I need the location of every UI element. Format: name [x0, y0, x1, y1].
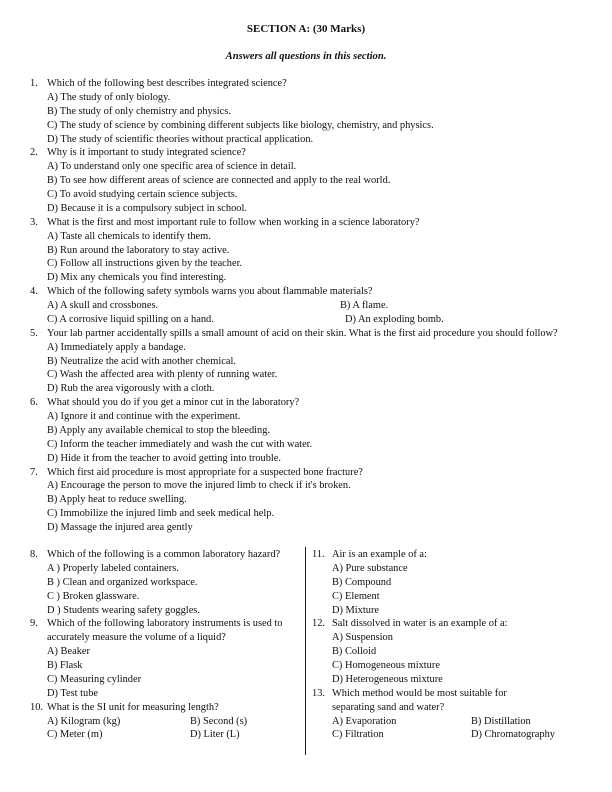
answer-option: C) The study of science by combining different subjects like biology, chemistry, and physics.: [47, 119, 434, 131]
questions-right-column: [312, 548, 555, 742]
answer-option: A) Immediately apply a bandage.: [47, 341, 186, 353]
answer-options: [47, 715, 298, 743]
question-number: 2.: [30, 147, 38, 159]
answer-option: C) Inform the teacher immediately and wash the cut with water.: [47, 438, 313, 450]
column-divider: [305, 547, 306, 755]
answer-options: [47, 645, 298, 701]
answer-option: B) A flame.: [340, 300, 389, 311]
question-text: What is the SI unit for measuring length?: [47, 701, 219, 713]
answer-option: B) Run around the laboratory to stay active.: [47, 244, 230, 256]
question-text: Which method would be most suitable for separating sand and water?: [332, 687, 507, 713]
answer-options: [47, 341, 590, 397]
answer-option: B) Distillation: [471, 715, 531, 727]
answer-option: A) Pure substance: [332, 562, 408, 574]
answer-option: A) Taste all chemicals to identify them.: [47, 230, 211, 242]
question-number: 12.: [312, 618, 325, 630]
answer-option: C) Immobilize the injured limb and seek medical help.: [47, 508, 275, 520]
answer-option: A ) Properly labeled containers.: [47, 562, 179, 574]
answer-option: B ) Clean and organized workspace.: [47, 576, 198, 588]
question-7: [30, 466, 590, 535]
question-8: [30, 548, 298, 617]
question-text: Air is an example of a:: [332, 549, 427, 560]
answer-option: B) The study of only chemistry and physics.: [47, 105, 231, 117]
questions-left-column: [30, 548, 298, 742]
question-number: 3.: [30, 216, 38, 228]
question-number: 6.: [30, 397, 38, 409]
answer-option: B) To see how different areas of science are connected and apply to the real world.: [47, 175, 391, 187]
section-title: SECTION A: (30 Marks): [246, 23, 366, 35]
answer-options: [332, 562, 537, 618]
answer-option: C) A corrosive liquid spilling on a hand.: [47, 313, 214, 325]
section-instruction: Answers all questions in this section.: [225, 51, 387, 62]
answer-option: D) Massage the injured area gently: [47, 522, 193, 533]
answer-option: D) Test tube: [47, 687, 99, 699]
answer-option: C) Filtration: [332, 729, 384, 741]
question-2: [30, 146, 590, 215]
question-number: 8.: [30, 549, 38, 560]
question-number: 5.: [30, 327, 38, 339]
question-text: Which of the following safety symbols warns you about flammable materials?: [47, 286, 373, 298]
question-9: [30, 617, 298, 700]
answer-option: B) Compound: [332, 576, 392, 588]
question-text: What is the first and most important rule to follow when working in a science laboratory?: [47, 216, 420, 228]
answer-options: [47, 410, 590, 466]
answer-option: C) Wash the affected area with plenty of running water.: [47, 369, 278, 381]
answer-option: C) To avoid studying certain science subjects.: [47, 189, 238, 200]
answer-options: [47, 91, 590, 147]
question-text: Which of the following laboratory instruments is used to accurately measure the volume of a liquid?: [47, 618, 283, 644]
answer-option: D) An exploding bomb.: [345, 313, 444, 325]
answer-option: D) Chromatography: [471, 729, 555, 741]
answer-options: [47, 479, 590, 535]
answer-option: C) Homogeneous mixture: [332, 660, 440, 671]
answer-options: [47, 230, 590, 286]
answer-option: C) Measuring cylinder: [47, 673, 142, 685]
question-number: 9.: [30, 618, 38, 630]
question-text: What should you do if you get a minor cut in the laboratory?: [47, 397, 300, 409]
answer-options: [47, 160, 590, 216]
answer-options: [47, 299, 590, 327]
question-number: 7.: [30, 466, 38, 478]
answer-option: D) Because it is a compulsory subject in school.: [47, 202, 247, 214]
question-5: [30, 327, 590, 396]
answer-option: A) Suspension: [332, 632, 393, 644]
answer-option: B) Colloid: [332, 646, 377, 658]
question-text: Why is it important to study integrated science?: [47, 147, 246, 159]
answer-option: D) Mixture: [332, 604, 380, 616]
answer-option: A) Kilogram (kg): [47, 715, 121, 727]
answer-options: [47, 562, 298, 618]
answer-option: A) A skull and crossbones.: [47, 300, 159, 311]
answer-option: C) Meter (m): [47, 729, 103, 741]
question-number: 1.: [30, 78, 38, 89]
question-number: 4.: [30, 286, 38, 298]
answer-option: B) Second (s): [190, 715, 248, 727]
answer-option: A) Encourage the person to move the injured limb to check if it's broken.: [47, 480, 351, 492]
question-number: 13.: [312, 687, 325, 699]
answer-option: B) Apply any available chemical to stop the bleeding.: [47, 424, 271, 436]
answer-option: D) Hide it from the teacher to avoid getting into trouble.: [47, 452, 282, 464]
answer-option: D) Rub the area vigorously with a cloth.: [47, 383, 215, 395]
answer-options: [332, 631, 537, 687]
question-text: Which of the following is a common laboratory hazard?: [47, 549, 281, 560]
question-4: [30, 285, 590, 327]
question-number: 10.: [30, 701, 43, 713]
question-text: Salt dissolved in water is an example of a:: [332, 618, 508, 630]
question-12: [312, 617, 537, 686]
answer-option: D) Liter (L): [190, 729, 240, 741]
question-11: [312, 548, 537, 617]
answer-option: B) Neutralize the acid with another chemical.: [47, 355, 236, 367]
question-10: [30, 701, 298, 743]
answer-option: D) Heterogeneous mixture: [332, 673, 443, 685]
question-1: [30, 77, 590, 146]
question-6: [30, 396, 590, 465]
answer-option: A) The study of only biology.: [47, 91, 171, 103]
answer-option: C) Follow all instructions given by the teacher.: [47, 258, 243, 270]
answer-option: C) Element: [332, 590, 380, 602]
question-13: [312, 687, 555, 743]
answer-option: B) Apply heat to reduce swelling.: [47, 494, 187, 506]
question-3: [30, 216, 590, 285]
answer-options: [332, 715, 555, 743]
answer-option: D ) Students wearing safety goggles.: [47, 604, 200, 616]
answer-option: A) Beaker: [47, 646, 90, 658]
answer-option: A) Evaporation: [332, 715, 397, 727]
question-text: Your lab partner accidentally spills a small amount of acid on their skin. What is the first aid procedure you should follow?: [47, 327, 558, 339]
answer-option: D) The study of scientific theories without practical application.: [47, 133, 314, 145]
question-text: Which first aid procedure is most appropriate for a suspected bone fracture?: [47, 466, 363, 478]
questions-main: [30, 77, 590, 535]
question-text: Which of the following best describes integrated science?: [47, 78, 287, 89]
answer-option: C ) Broken glassware.: [47, 590, 140, 602]
answer-option: B) Flask: [47, 660, 83, 671]
answer-option: D) Mix any chemicals you find interesting.: [47, 272, 227, 284]
question-number: 11.: [312, 549, 325, 560]
answer-option: A) Ignore it and continue with the experiment.: [47, 411, 241, 422]
answer-option: A) To understand only one specific area of science in detail.: [47, 161, 297, 173]
